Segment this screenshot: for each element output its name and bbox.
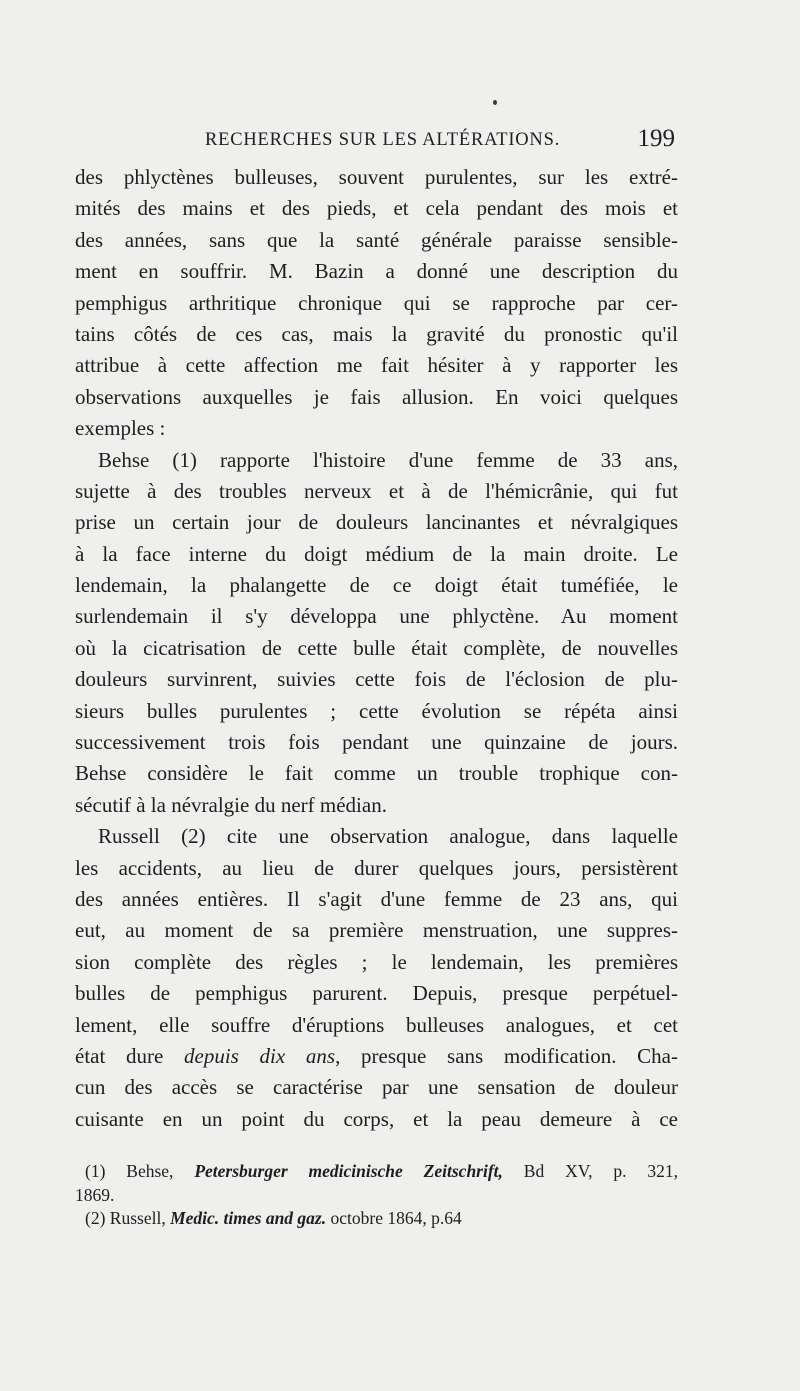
text-line: mités des mains et des pieds, et cela pendant des mois et [75, 196, 678, 221]
footnote-source-title: Medic. times and gaz. [170, 1208, 327, 1228]
text-line: Russell (2) cite une observation analogue, dans laquelle [98, 824, 678, 849]
text-line: sieurs bulles purulentes ; cette évolution se répéta ainsi [75, 698, 678, 723]
footnote-source-title: Petersburger medicinische Zeitschrift, [194, 1161, 503, 1181]
text-line-mixed [75, 1041, 678, 1072]
text-line: sion complète des règles ; le lendemain, les premières [75, 949, 678, 974]
page-header [75, 125, 675, 160]
running-head: RECHERCHES SUR LES ALTÉRATIONS. [205, 130, 561, 150]
text-line: bulles de pemphigus parurent. Depuis, presque perpétuel- [75, 981, 678, 1006]
text-line: ment en souffrir. M. Bazin a donné une description du [75, 259, 678, 284]
text-line: des phlyctènes bulleuses, souvent purulentes, sur les extré- [75, 165, 678, 189]
text-line: attribue à cette affection me fait hésiter à y rapporter les [75, 353, 678, 378]
footnote-text: (1) Behse, [85, 1161, 195, 1181]
text-line: pemphigus arthritique chronique qui se rapproche par cer- [75, 290, 678, 315]
text-line: sujette à des troubles nerveux et à de l'hémicrânie, qui fut [75, 478, 678, 503]
text-line: cuisante en un point du corps, et la peau demeure à ce [75, 1106, 678, 1131]
text-segment: , presque sans modification. Cha- [335, 1043, 678, 1068]
text-line: les accidents, au lieu de durer quelques jours, persistèrent [75, 855, 678, 880]
text-segment: état dure [75, 1043, 164, 1068]
text-line: tains côtés de ces cas, mais la gravité du pronostic qu'il [75, 321, 678, 346]
text-line: des années entières. Il s'agit d'une femme de 23 ans, qui [75, 886, 678, 911]
text-line: eut, au moment de sa première menstruation, une suppres- [75, 918, 678, 943]
text-line: Behse considère le fait comme un trouble trophique con- [75, 761, 678, 786]
text-line: à la face interne du doigt médium de la main droite. Le [75, 541, 678, 566]
text-line: surlendemain il s'y développa une phlyctène. Au moment [75, 604, 678, 629]
page-number: 199 [637, 125, 675, 152]
text-line: cun des accès se caractérise par une sensation de douleur [75, 1075, 678, 1100]
footnotes [75, 1160, 678, 1231]
footnote-2 [75, 1207, 678, 1231]
text-line: observations auxquelles je fais allusion. En voici quelques [75, 384, 678, 409]
text-line: Behse (1) rapporte l'histoire d'une femme de 33 ans, [98, 447, 678, 472]
body-text [75, 162, 678, 1135]
text-line: exemples : [75, 416, 166, 441]
text-line: des années, sans que la santé générale paraisse sensible- [75, 227, 678, 252]
footnote-1 [75, 1160, 678, 1184]
footnote-1-continued: 1869. [75, 1184, 115, 1205]
text-line: lement, elle souffre d'éruptions bulleuses analogues, et cet [75, 1012, 678, 1037]
text-line: douleurs survinrent, suivies cette fois de l'éclosion de plu- [75, 667, 678, 692]
text-line: sécutif à la névralgie du nerf médian. [75, 792, 387, 817]
footnote-text: Bd XV, p. 321, [502, 1161, 678, 1181]
italic-phrase: depuis dix ans [184, 1043, 336, 1068]
footnote-text: octobre 1864, p.64 [326, 1208, 462, 1228]
text-line: prise un certain jour de douleurs lancinantes et névralgiques [75, 510, 678, 535]
text-line: où la cicatrisation de cette bulle était complète, de nouvelles [75, 635, 678, 660]
ink-speck [493, 100, 497, 105]
footnote-text: (2) Russell, [85, 1208, 171, 1228]
text-line: lendemain, la phalangette de ce doigt était tuméfiée, le [75, 573, 678, 598]
text-line: successivement trois fois pendant une quinzaine de jours. [75, 730, 678, 755]
